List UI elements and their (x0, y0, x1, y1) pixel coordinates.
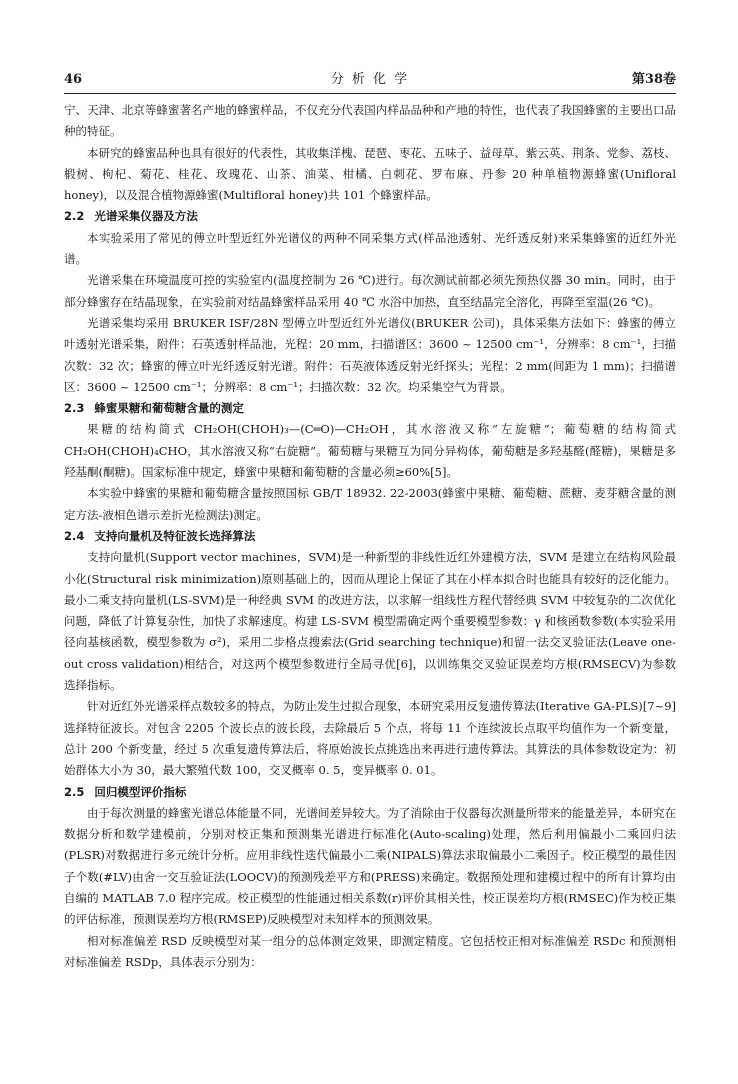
paragraph-continued: 宁、天津、北京等蜂蜜著名产地的蜂蜜样品，不仅充分代表国内样品品种和产地的特性，也代表了我国蜂蜜的主要出口品种的特征。 (64, 103, 676, 139)
paragraph-standard-method: 本实验中蜂蜜的果糖和葡萄糖含量按照国标 GB/T 18932. 22-2003(蜂蜜中果糖、葡萄糖、蔗糖、麦芽糖含量的测定方法-液相色谱示差折光检测法)测定。 (64, 486, 676, 522)
paragraph-svm: 支持向量机(Support vector machines，SVM)是一种新型的非线性近红外建模方法，SVM 是建立在结构风险最小化(Structural risk minimization)原则基础上的，因而从理论上保证了其在小样本拟合时也能具有较好的泛化能力。最小二乘支持向量机(LS-SVM)是一种经典 SVM 的改进方法，以求解一组线性方程代替经典 SVM 中较复杂的二次优化问题，降低了计算复杂性，加快了求解速度。构建 LS-SVM 模型需确定两个重要模型参数：γ 和核函数参数(本实验采用径向基核函数，模型参数为 σ²)，采用二步格点搜索法(Grid searching technique)和留一法交叉验证法(Leave one-out cross validation)相结合，对这两个模型参数进行全局寻优[6]，以训练集交叉验证误差均方根(RMSECV)为参数选择指标。 (64, 550, 676, 693)
section-number: 2.4 (64, 528, 85, 543)
section-number: 2.3 (64, 401, 85, 416)
section-title: 蜂蜜果糖和葡萄糖含量的测定 (94, 401, 244, 416)
section-heading-2-5 (64, 782, 676, 803)
journal-title: 分 析 化 学 (330, 72, 410, 87)
section-number: 2.2 (64, 209, 85, 224)
section-title: 支持向量机及特征波长选择算法 (94, 528, 256, 543)
header-rule (64, 93, 676, 94)
section-heading-2-4 (64, 526, 676, 547)
section-heading-2-2 (64, 206, 676, 227)
paragraph-sugar-structure: 果糖的结构简式 CH₂OH(CHOH)₃—(C═O)—CH₂OH，其水溶液又称“左旋糖”；葡萄糖的结构简式 CH₂OH(CHOH)₄CHO，其水溶液又称“右旋糖”。葡萄糖与果糖互为同分异构体，葡萄糖是多羟基醛(醛糖)，果糖是多羟基酮(酮糖)。国家标准中规定，蜂蜜中果糖和葡萄糖的含量必须≥60%[5]。 (64, 422, 676, 480)
volume-label: 第38卷 (631, 72, 676, 87)
section-title: 回归模型评价指标 (94, 784, 187, 799)
article-body (64, 100, 676, 973)
section-title: 光谱采集仪器及方法 (94, 209, 198, 224)
paragraph-preprocessing: 由于每次测量的蜂蜜光谱总体能量不同，光谱间差异较大。为了消除由于仪器每次测量所带来的能量差异，本研究在数据分析和数学建模前，分别对校正集和预测集光谱进行标准化(Auto-scaling)处理，然后利用偏最小二乘回归法(PLSR)对数据进行多元统计分析。应用非线性迭代偏最小二乘(NIPALS)算法求取偏最小二乘因子。校正模型的最佳因子个数(#LV)由舍一交互验证法(LOOCV)的预测残差平方和(PRESS)来确定。数据预处理和建模过程中的所有计算均由自编的 MATLAB 7.0 程序完成。校正模型的性能通过相关系数(r)评价其相关性，校正误差均方根(RMSEC)作为校正集的评估标准，预测误差均方根(RMSEP)反映模型对未知样本的预测效果。 (64, 805, 676, 927)
paragraph-instrument: 光谱采集均采用 BRUKER ISF/28N 型傅立叶型近红外光谱仪(BRUKER 公司)，具体采集方法如下：蜂蜜的傅立叶透射光谱采集，附件：石英透射样品池，光程：20 mm，扫描谱区：3600 ~ 12500 cm⁻¹，分辨率：8 cm⁻¹，扫描次数：32 次；蜂蜜的傅立叶光纤透反射光谱。附件：石英液体透反射光纤探头；光程：2 mm(间距为 1 mm)；扫描谱区：3600 ~ 12500 cm⁻¹；分辨率：8 cm⁻¹；扫描次数：32 次。均采集空气为背景。 (64, 315, 676, 394)
section-number: 2.5 (64, 784, 85, 799)
running-head (64, 70, 676, 90)
paragraph-rsd: 相对标准偏差 RSD 反映模型对某一组分的总体测定效果，即测定精度。它包括校正相对标准偏差 RSDc 和预测相对标准偏差 RSDp，具体表示分别为： (64, 933, 676, 969)
paragraph-honey-varieties: 本研究的蜂蜜品种也具有很好的代表性，其收集洋槐、琵琶、枣花、五味子、益母草、紫云英、荆条、党参、荔枝、椴树、枸杞、菊花、桂花、玫瑰花、山茶、油菜、柑橘、白刺花、罗布麻、丹参 20 种单植物源蜂蜜(Unifloral honey)，以及混合植物源蜂蜜(Multifloral honey)共 101 个蜂蜜样品。 (64, 145, 676, 203)
paragraph-temperature: 光谱采集在环境温度可控的实验室内(温度控制为 26 ℃)进行。每次测试前都必须先预热仪器 30 min。同时，由于部分蜂蜜存在结晶现象，在实验前对结晶蜂蜜样品采用 40 ℃ 水浴中加热，直至结晶完全溶化，再降至室温(26 ℃)。 (64, 273, 676, 309)
section-heading-2-3 (64, 398, 676, 419)
page-number: 46 (64, 72, 83, 87)
paragraph-ga-pls: 针对近红外光谱采样点数较多的特点，为防止发生过拟合现象，本研究采用反复遗传算法(Iterative GA-PLS)[7~9]选择特征波长。对包含 2205 个波长点的波长段，去除最后 5 个点，将每 11 个连续波长点取平均值作为一个新变量，总计 200 个新变量，经过 5 次重复遗传算法后，将原始波长点挑选出来再进行遗传算法。其算法的具体参数设定为：初始群体大小为 30，最大繁殖代数 100，交叉概率 0. 5，变异概率 0. 01。 (64, 699, 676, 778)
paragraph-collection-modes: 本实验采用了常见的傅立叶型近红外光谱仪的两种不同采集方式(样品池透射、光纤透反射)来采集蜂蜜的近红外光谱。 (64, 230, 676, 267)
